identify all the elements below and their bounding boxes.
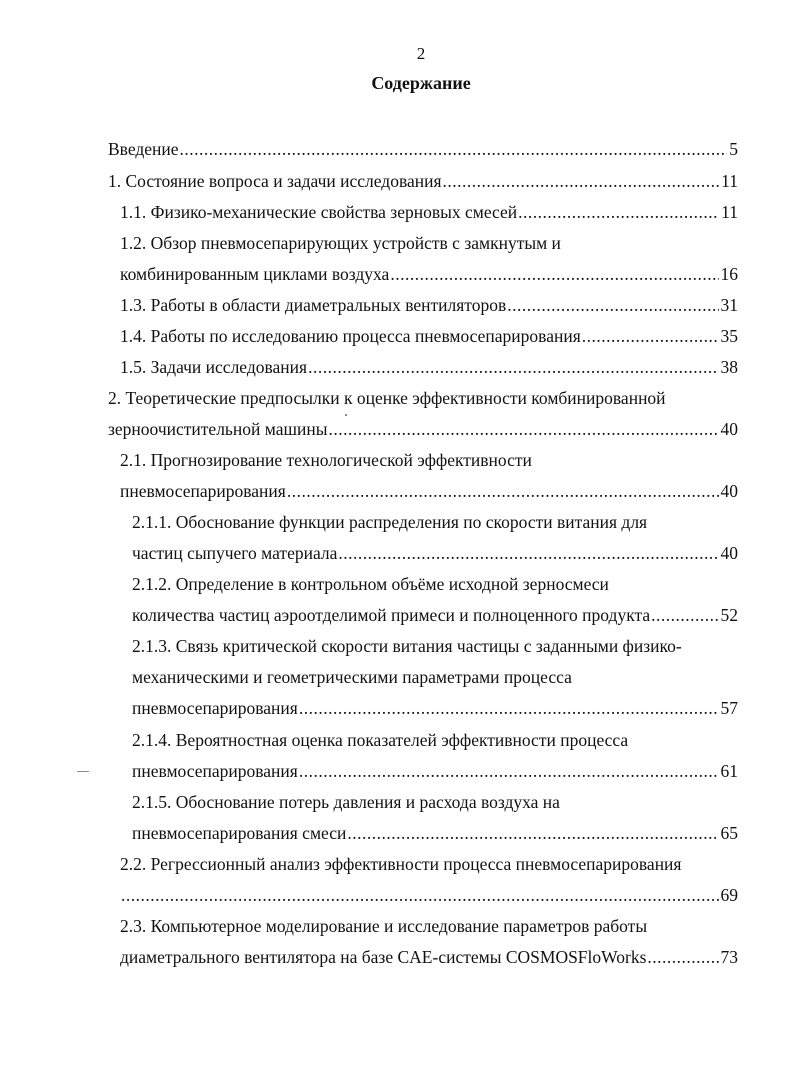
toc-entry-text: пневмосепарирования смеси: [132, 823, 347, 843]
toc-entry-2: [108, 417, 738, 441]
dot-leader: [180, 137, 728, 161]
toc-entry-text: 1. Состояние вопроса и задачи исследования: [108, 171, 442, 191]
toc-entry-text: зерноочистительной машины: [108, 419, 328, 439]
toc-entry-2-1-2-line1: 2.1.2. Определение в контрольном объёме исходной зерносмеси: [132, 574, 609, 594]
toc-entry-1-3: [120, 293, 738, 317]
toc-entry-page: 16: [720, 264, 738, 284]
toc-entry-page: 31: [720, 295, 738, 315]
toc-entry-text: пневмосепарирования: [120, 481, 286, 501]
toc-entry-2-1-3-line2: механическими и геометрическими параметрами процесса: [132, 667, 572, 687]
toc-entry-text: Введение: [108, 139, 179, 159]
toc-entry-page: 11: [721, 171, 738, 191]
scan-mark: [77, 771, 89, 772]
toc-entry-text: пневмосепарирования: [132, 698, 298, 718]
toc-entry-1-2-line1: 1.2. Обзор пневмосепарирующих устройств с замкнутым и: [120, 233, 561, 253]
toc-entry-page: 61: [720, 761, 738, 781]
toc-entry-page: 35: [720, 326, 738, 346]
dot-leader: [518, 200, 719, 224]
toc-entry-text: 1.1. Физико-механические свойства зерновых смесей: [120, 202, 518, 222]
toc-entry-text: диаметрального вентилятора на базе CAE-системы COSMOSFloWorks: [120, 947, 647, 967]
dot-leader: [328, 417, 718, 441]
dot-leader: [299, 696, 719, 720]
toc-entry-2-1-line1: 2.1. Прогнозирование технологической эффективности: [120, 450, 532, 470]
toc-entry-page: 73: [720, 947, 738, 967]
toc-entry-page: 57: [720, 698, 738, 718]
toc-entry-text: 1.4. Работы по исследованию процесса пневмосепарирования: [120, 326, 581, 346]
toc-entry-2-1-3-line1: 2.1.3. Связь критической скорости витания частицы с заданными физико-: [132, 636, 682, 656]
dot-leader: [647, 945, 718, 969]
page-title: Содержание: [371, 73, 471, 93]
toc-entry-2-1-1-line1: 2.1.1. Обоснование функции распределения по скорости витания для: [132, 512, 648, 532]
scan-speck: [345, 414, 347, 416]
dot-leader: [507, 293, 718, 317]
dot-leader: [299, 759, 719, 783]
dot-leader: [390, 262, 718, 286]
toc-entry-page: 69: [720, 885, 738, 905]
toc-entry-1-5: [120, 355, 738, 379]
dot-leader: [651, 603, 718, 627]
toc-entry-text: 1.5. Задачи исследования: [120, 357, 308, 377]
toc-entry-page: 38: [720, 357, 738, 377]
dot-leader: [287, 479, 719, 503]
dot-leader: [443, 169, 720, 193]
toc-entry-2-3: [120, 945, 738, 969]
dot-leader: [308, 355, 718, 379]
toc-entry-text: комбинированным циклами воздуха: [120, 264, 390, 284]
toc-entry-page: 11: [721, 202, 738, 222]
toc-entry-2-1-3: [132, 696, 738, 720]
toc-entry-page: 40: [720, 419, 738, 439]
toc-entry-1-1: [120, 200, 738, 224]
toc-entry-page: 65: [720, 823, 738, 843]
toc-entry-2-1-5-line1: 2.1.5. Обоснование потерь давления и расхода воздуха на: [132, 792, 560, 812]
toc-entry-2-1-1: [132, 541, 738, 565]
toc-entry-2-2-line1: 2.2. Регрессионный анализ эффективности процесса пневмосепарирования: [120, 854, 682, 874]
toc-entry-1: [108, 169, 738, 193]
toc-entry-page: 5: [729, 139, 738, 159]
dot-leader: [347, 821, 718, 845]
toc-entry-2-1: [120, 479, 738, 503]
toc-entry-2-line1: 2. Теоретические предпосылки к оценке эффективности комбинированной: [108, 388, 666, 408]
toc-entry-text: 1.3. Работы в области диаметральных вентиляторов: [120, 295, 507, 315]
toc-entry-2-1-4: [132, 759, 738, 783]
toc-entry-2-3-line1: 2.3. Компьютерное моделирование и исследование параметров работы: [120, 916, 648, 936]
toc-entry-text: пневмосепарирования: [132, 761, 298, 781]
toc-entry-intro: [108, 137, 738, 161]
dot-leader: [338, 541, 718, 565]
toc-entry-2-1-2: [132, 603, 738, 627]
toc-entry-page: 52: [720, 605, 738, 625]
toc-entry-1-2: [120, 262, 738, 286]
dot-leader: [582, 324, 719, 348]
toc-entry-page: 40: [720, 481, 738, 501]
toc-entry-text: количества частиц аэроотделимой примеси и полноценного продукта: [132, 605, 651, 625]
toc-entry-1-4: [120, 324, 738, 348]
toc-entry-2-1-4-line1: 2.1.4. Вероятностная оценка показателей эффективности процесса: [132, 730, 629, 750]
toc-entry-page: 40: [720, 543, 738, 563]
dot-leader: [121, 883, 719, 907]
toc-entry-2-1-5: [132, 821, 738, 845]
page-number: 2: [416, 44, 426, 63]
toc-entry-text: частиц сыпучего материала: [132, 543, 338, 563]
toc-entry-2-2: [120, 883, 738, 907]
